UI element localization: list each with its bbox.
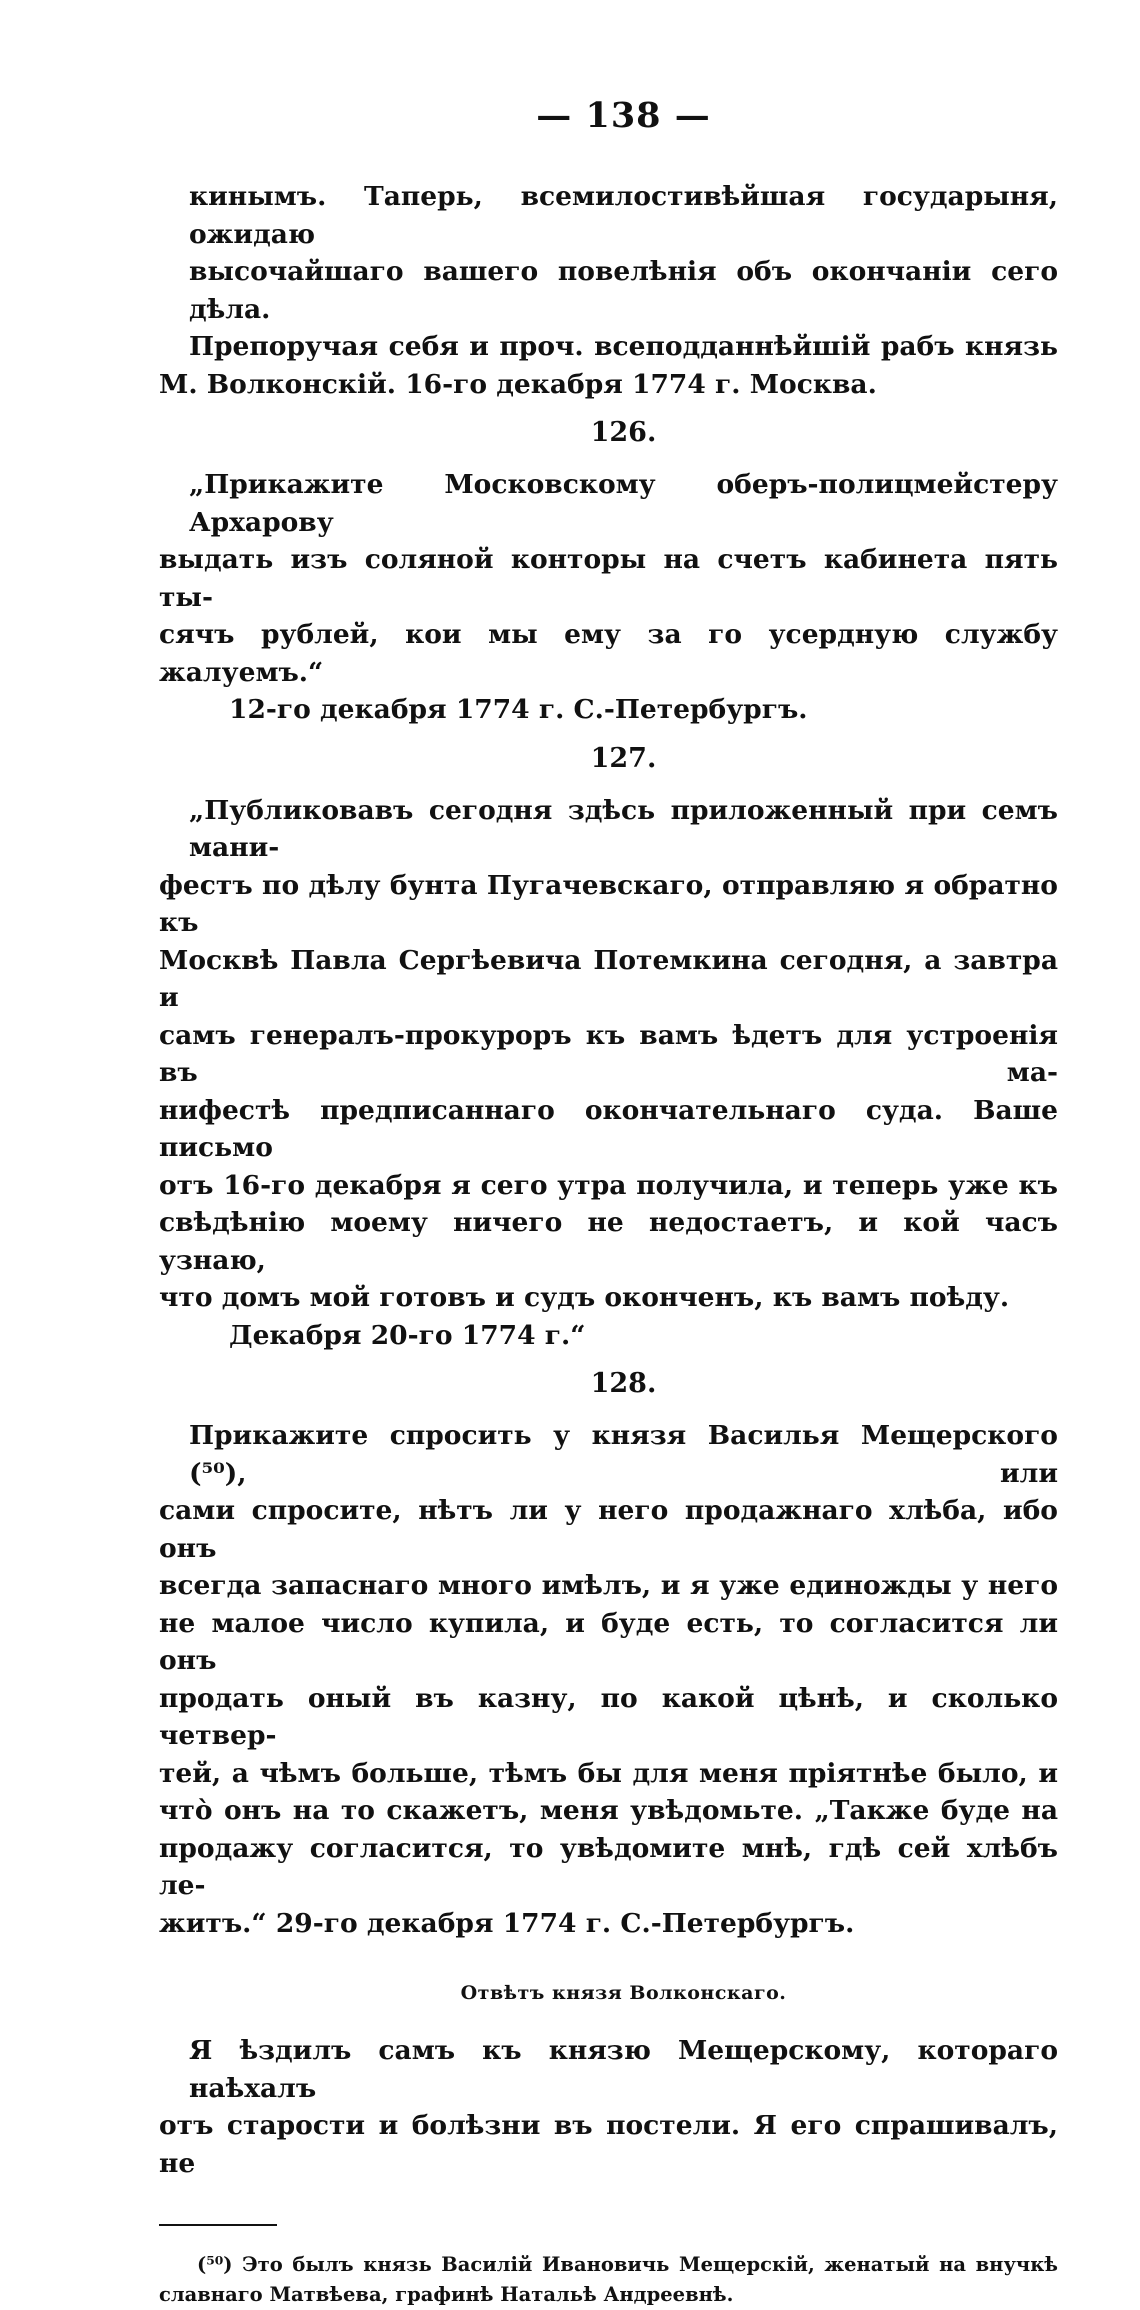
text-line: тей, а чѣмъ больше, тѣмъ бы для меня пріятнѣе было, и [159, 1757, 1058, 1789]
text-line: выдать изъ соляной конторы на счетъ кабинета пять ты- [159, 544, 1058, 613]
section-127-date: Декабря 20-го 1774 г.“ [229, 1319, 586, 1351]
section-127-text [159, 792, 1058, 1317]
section-128-text [159, 1417, 1058, 1942]
top-paragraph [189, 178, 1058, 328]
text-line: „Публиковавъ сегодня здѣсь приложенный при семъ мани- [189, 794, 1058, 863]
text-line: всегда запаснаго много имѣлъ, и я уже единожды у него [159, 1570, 1058, 1601]
text-line: высочайшаго вашего повелѣнія объ окончаніи сего дѣла. [189, 256, 1058, 325]
section-number-128: 128. [590, 1368, 657, 1399]
text-line: сами спросите, нѣтъ ли у него продажнаго хлѣба, ибо онъ [159, 1495, 1058, 1564]
text-line: кинымъ. Таперь, всемилостивѣйшая государыня, ожидаю [189, 181, 1058, 250]
text-line: Я ѣздилъ самъ къ князю Мещерскому, котораго наѣхалъ [189, 2035, 1058, 2104]
answer-text [159, 2032, 1058, 2182]
text-line: фестъ по дѣлу бунта Пугачевскаго, отправляю я обратно къ [159, 869, 1058, 938]
section-number-127: 127. [590, 742, 657, 774]
text-line: М. Волконскій. 16-го декабря 1774 г. Москва. [159, 368, 877, 400]
text-line: Препоручая себя и проч. всеподданнѣйшій рабъ князь [189, 331, 1058, 362]
signoff-paragraph [159, 328, 1058, 403]
footnote-divider [159, 2224, 277, 2226]
section-126-date: 12-го декабря 1774 г. С.-Петербургъ. [229, 694, 808, 725]
text-line: самъ генералъ-прокуроръ къ вамъ ѣдетъ для устроенія въ ма- [159, 1019, 1058, 1088]
text-line: нифестѣ предписаннаго окончательнаго суда. Ваше письмо [159, 1094, 1058, 1163]
text-line: свѣдѣнію моему ничего не недостаетъ, и кой часъ узнаю, [159, 1207, 1058, 1276]
text-line: житъ.“ 29-го декабря 1774 г. С.-Петербургъ. [159, 1907, 855, 1939]
text-line: „Прикажите Московскому оберъ-полицмейстеру Архарову [189, 469, 1058, 538]
footnote [159, 2250, 1058, 2310]
text-line: продать оный въ казну, по какой цѣнѣ, и сколько четвер- [159, 1682, 1058, 1751]
text-line: отъ 16-го декабря я сего утра получила, и теперь уже къ [159, 1169, 1058, 1201]
section-number-126: 126. [590, 417, 657, 448]
text-line: отъ старости и болѣзни въ постели. Я его спрашивалъ, не [159, 2110, 1058, 2179]
text-line: Москвѣ Павла Сергѣевича Потемкина сегодня, а завтра и [159, 944, 1058, 1013]
text-line: что домъ мой готовъ и судъ оконченъ, къ вамъ поѣду. [159, 1282, 1010, 1313]
text-line: не малое число купила, и буде есть, то согласится ли онъ [159, 1607, 1058, 1676]
section-126-text [159, 466, 1058, 691]
page-number: — 138 — [536, 95, 711, 136]
footnote-line: (⁵⁰) Это былъ князь Василій Ивановичь Мещерскій, женатый на внучкѣ [197, 2253, 1058, 2276]
text-line: сячъ рублей, кои мы ему за го усердную службу жалуемъ.“ [159, 619, 1058, 688]
text-line: что̀ онъ на то скажетъ, меня увѣдомьте. „Также буде на [159, 1795, 1058, 1826]
footnote-line: славнаго Матвѣева, графинѣ Натальѣ Андреевнѣ. [159, 2283, 734, 2306]
answer-heading: Отвѣтъ князя Волконскаго. [460, 1982, 787, 2004]
text-line: Прикажите спросить у князя Василья Мещерского (⁵⁰), или [189, 1420, 1058, 1489]
text-line: продажу согласится, то увѣдомите мнѣ, гдѣ сей хлѣбъ ле- [159, 1832, 1058, 1901]
